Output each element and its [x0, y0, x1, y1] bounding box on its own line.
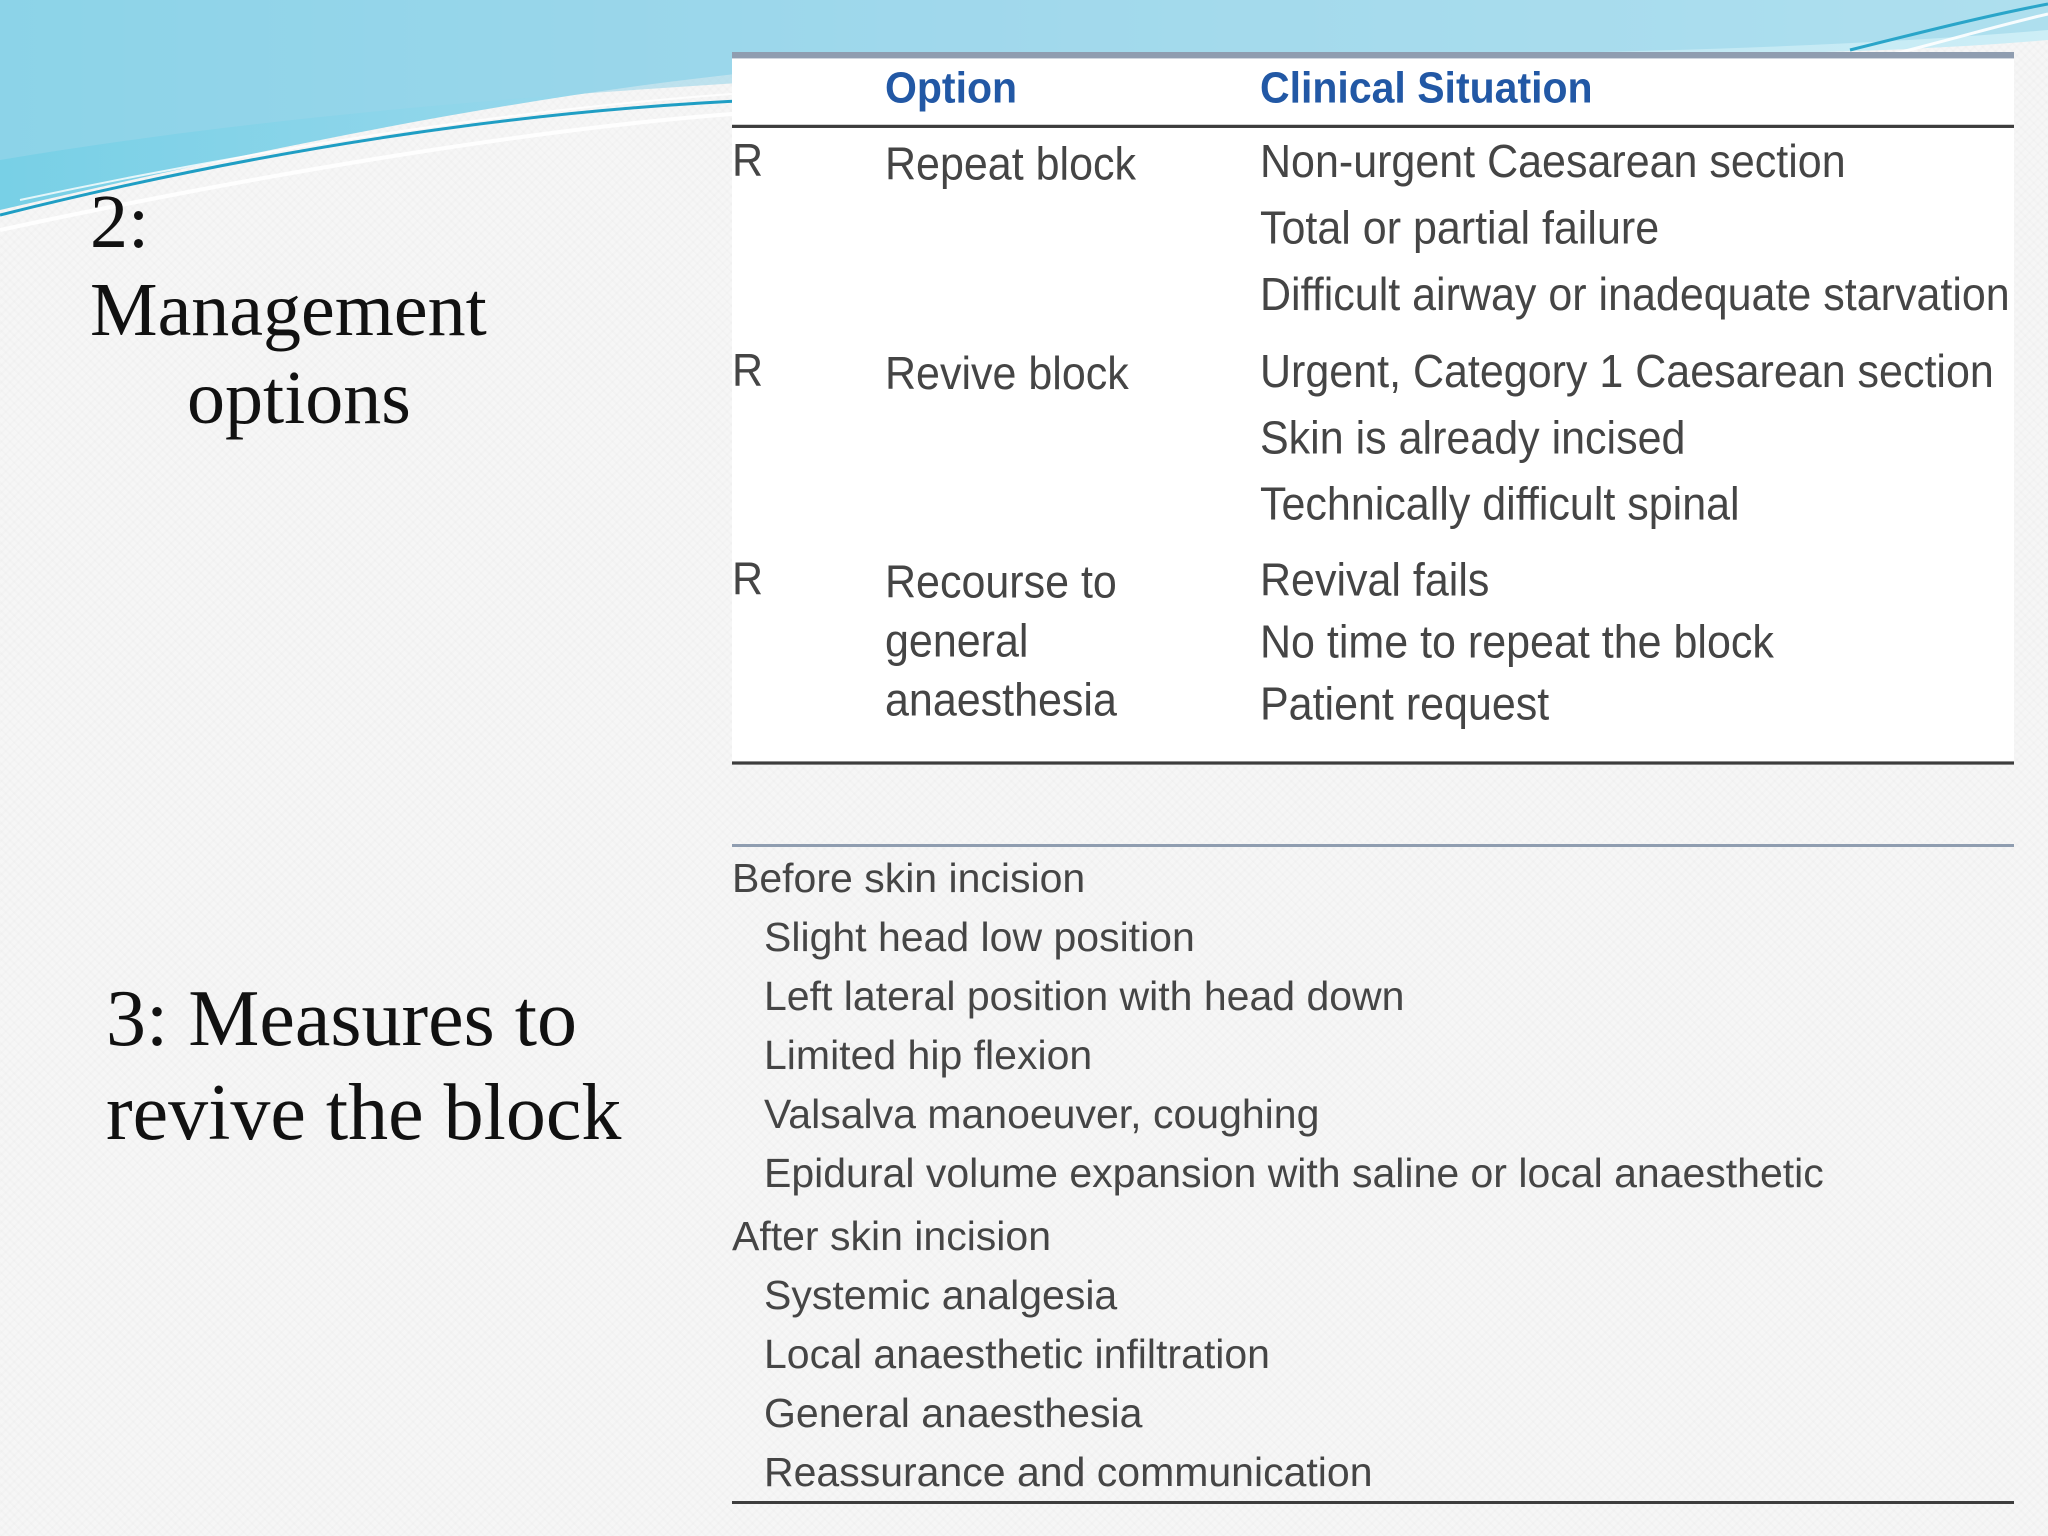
list-item: Local anaesthetic infiltration — [764, 1331, 1270, 1377]
list-item: Reassurance and communication — [764, 1449, 1373, 1495]
table-top-rule — [732, 52, 2014, 58]
heading-line-management: Management — [90, 268, 487, 353]
option-name: Repeat block — [885, 138, 1136, 191]
list-item: Epidural volume expansion with saline or local anaesthetic — [764, 1150, 1824, 1196]
measures-heading: 3: Measures to revive the block — [106, 975, 622, 1158]
situation: Urgent, Category 1 Caesarean section — [1260, 346, 1994, 398]
table-bottom-rule — [732, 1501, 2014, 1504]
option-name: Recourse to general anaesthesia — [885, 557, 1117, 727]
situation: Total or partial failure — [1260, 202, 1660, 255]
section-heading: After skin incision — [732, 1213, 1052, 1259]
header-rule — [732, 125, 2014, 128]
situation: Technically difficult spinal — [1260, 478, 1740, 531]
situation: Patient request — [1260, 679, 1550, 731]
option-name: Revive block — [885, 348, 1129, 400]
list-item: General anaesthesia — [764, 1390, 1143, 1436]
list-item: Limited hip flexion — [764, 1032, 1093, 1078]
table-bottom-rule — [732, 761, 2014, 764]
recommendation-grade: R — [732, 553, 764, 606]
list-item: Systemic analgesia — [764, 1272, 1118, 1318]
list-item: Slight head low position — [764, 914, 1195, 960]
section-heading: Before skin incision — [732, 855, 1086, 901]
table-top-rule — [732, 844, 2014, 847]
clinical-situations — [1260, 345, 1994, 544]
recommendation-grade: R — [732, 345, 764, 397]
list-item: Left lateral position with head down — [764, 973, 1405, 1019]
column-header-option: Option — [885, 62, 1018, 112]
situation: Non-urgent Caesarean section — [1260, 136, 1846, 188]
clinical-situations — [1260, 135, 2010, 334]
revival-measures-table — [732, 844, 2014, 1504]
situation: Skin is already incised — [1260, 412, 1686, 464]
heading-number: 2: — [90, 180, 150, 264]
section-after-skin-incision — [732, 1206, 2014, 1502]
recommendation-grade: R — [732, 135, 764, 187]
clinical-situations — [1260, 554, 1774, 740]
situation: Difficult airway or inadequate starvation — [1260, 269, 2010, 321]
situation: Revival fails — [1260, 554, 1490, 607]
management-options-table — [732, 52, 2014, 765]
list-item: Valsalva manoeuver, coughing — [764, 1091, 1320, 1137]
situation: No time to repeat the block — [1260, 616, 1774, 669]
column-header-clinical-situation: Clinical Situation — [1260, 62, 1593, 112]
heading-line-options: options — [187, 356, 411, 441]
section-before-skin-incision — [732, 848, 2014, 1203]
management-options-heading — [90, 178, 650, 442]
